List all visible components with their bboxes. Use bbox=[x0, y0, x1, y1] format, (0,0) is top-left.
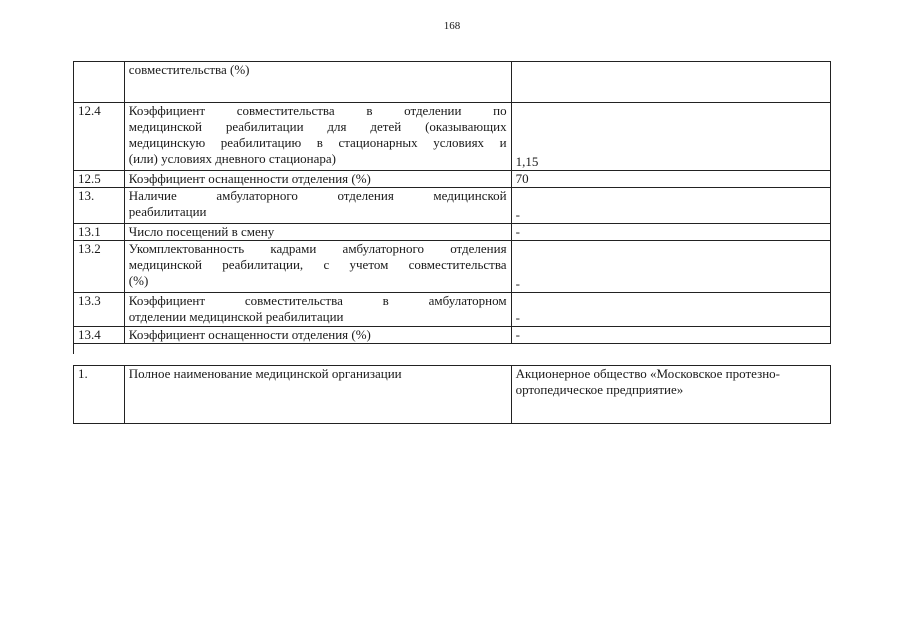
table-row bbox=[74, 188, 831, 224]
row-label: Коэффициент оснащенности отделения (%) bbox=[124, 171, 511, 188]
row-value: - bbox=[511, 224, 830, 241]
label-line: медицинской реабилитации для детей (оказывающих bbox=[128, 119, 507, 134]
row-value: - bbox=[511, 241, 830, 293]
gap-cell bbox=[74, 344, 831, 355]
row-label: Коэффициент оснащенности отделения (%) bbox=[124, 327, 511, 344]
label-line: Наличие амбулаторного отделения медицинской bbox=[128, 188, 507, 203]
table-row bbox=[74, 171, 831, 188]
label-line: (или) условиях дневного стационара) bbox=[128, 151, 337, 166]
row-value: 70 bbox=[511, 171, 830, 188]
label-line: отделении медицинской реабилитации bbox=[128, 309, 344, 324]
table-gap-row bbox=[74, 344, 831, 355]
organization-table bbox=[73, 365, 831, 424]
label-line: реабилитации bbox=[128, 204, 207, 219]
label-line: Коэффициент совместительства в отделении по bbox=[128, 103, 507, 118]
label-line: Коэффициент совместительства в амбулаторном bbox=[128, 293, 507, 308]
row-value: - bbox=[511, 327, 830, 344]
table-row bbox=[74, 224, 831, 241]
label-line: медицинской реабилитации, с учетом совместительства bbox=[128, 257, 507, 272]
row-value: - bbox=[511, 293, 830, 327]
table-row bbox=[74, 62, 831, 103]
row-number: 13.4 bbox=[74, 327, 125, 344]
row-number bbox=[74, 62, 125, 103]
row-label: Полное наименование медицинской организации bbox=[124, 366, 511, 424]
table-row bbox=[74, 293, 831, 327]
row-label bbox=[124, 293, 511, 327]
row-value bbox=[511, 62, 830, 103]
label-line: (%) bbox=[128, 273, 149, 288]
row-number: 1. bbox=[74, 366, 125, 424]
row-label bbox=[124, 188, 511, 224]
row-number: 13.2 bbox=[74, 241, 125, 293]
row-label: совместительства (%) bbox=[124, 62, 511, 103]
row-value: Акционерное общество «Московское протезно-ортопедическое предприятие» bbox=[511, 366, 830, 424]
row-label bbox=[124, 103, 511, 171]
row-number: 13.1 bbox=[74, 224, 125, 241]
row-value: - bbox=[511, 188, 830, 224]
row-number: 12.5 bbox=[74, 171, 125, 188]
table-row bbox=[74, 366, 831, 424]
table-row bbox=[74, 241, 831, 293]
row-label bbox=[124, 241, 511, 293]
rehabilitation-indicators-table bbox=[73, 61, 831, 354]
row-label: Число посещений в смену bbox=[124, 224, 511, 241]
label-line: Укомплектованность кадрами амбулаторного отделения bbox=[128, 241, 507, 256]
row-value: 1,15 bbox=[511, 103, 830, 171]
row-number: 13.3 bbox=[74, 293, 125, 327]
table-row bbox=[74, 327, 831, 344]
table-row bbox=[74, 103, 831, 171]
page-number: 168 bbox=[443, 20, 461, 32]
row-number: 13. bbox=[74, 188, 125, 224]
row-number: 12.4 bbox=[74, 103, 125, 171]
label-line: медицинскую реабилитацию в стационарных условиях и bbox=[128, 135, 507, 150]
